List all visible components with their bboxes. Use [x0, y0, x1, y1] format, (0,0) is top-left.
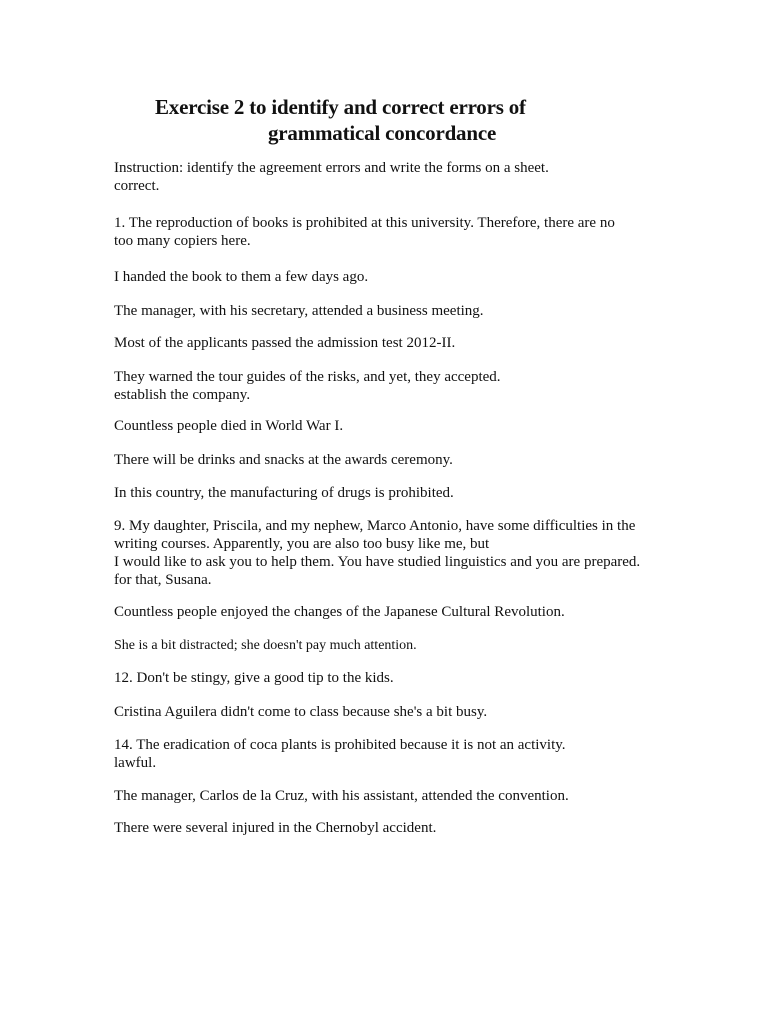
exercise-line: 1. The reproduction of books is prohibited at this university. Therefore, there are no — [114, 215, 615, 231]
instruction-line: correct. — [114, 178, 160, 194]
exercise-item-11 — [114, 637, 694, 655]
exercise-line: I handed the book to them a few days ago. — [114, 269, 369, 285]
exercise-line: Countless people died in World War I. — [114, 418, 344, 434]
exercise-item-14 — [114, 736, 694, 772]
exercise-line: too many copiers here. — [114, 233, 251, 249]
exercise-item-10 — [114, 603, 694, 621]
exercise-line: establish the company. — [114, 387, 251, 403]
exercise-line: lawful. — [114, 755, 157, 771]
page-title-line-2: grammatical concordance — [268, 121, 497, 145]
exercise-item-8 — [114, 484, 694, 502]
exercise-item-3 — [114, 302, 694, 320]
exercise-line: They warned the tour guides of the risks, and yet, they accepted. — [114, 369, 501, 385]
exercise-item-2 — [114, 268, 694, 286]
exercise-item-16 — [114, 819, 694, 837]
exercise-line: for that, Susana. — [114, 572, 212, 588]
exercise-item-13 — [114, 703, 694, 721]
exercise-item-6 — [114, 417, 694, 435]
exercise-line: She is a bit distracted; she doesn't pay much attention. — [114, 638, 417, 653]
exercise-item-7 — [114, 451, 694, 469]
exercise-line: I would like to ask you to help them. You have studied linguistics and you are prepared. — [114, 554, 641, 570]
exercise-line: 9. My daughter, Priscila, and my nephew, Marco Antonio, have some difficulties in the — [114, 518, 636, 534]
exercise-item-1 — [114, 214, 694, 250]
exercise-line: 14. The eradication of coca plants is prohibited because it is not an activity. — [114, 737, 566, 753]
exercise-line: There were several injured in the Chernobyl accident. — [114, 820, 437, 836]
exercise-item-5 — [114, 368, 694, 404]
exercise-line: The manager, Carlos de la Cruz, with his assistant, attended the convention. — [114, 788, 569, 804]
exercise-item-15 — [114, 787, 694, 805]
exercise-line: writing courses. Apparently, you are also too busy like me, but — [114, 536, 490, 552]
exercise-item-9 — [114, 517, 694, 589]
exercise-item-4 — [114, 334, 694, 352]
exercise-line: In this country, the manufacturing of drugs is prohibited. — [114, 485, 454, 501]
exercise-line: The manager, with his secretary, attended a business meeting. — [114, 303, 484, 319]
exercise-line: Cristina Aguilera didn't come to class because she's a bit busy. — [114, 704, 488, 720]
page-title-line-1: Exercise 2 to identify and correct errors of — [155, 95, 526, 119]
exercise-item-12 — [114, 669, 694, 687]
exercise-line: There will be drinks and snacks at the awards ceremony. — [114, 452, 453, 468]
instruction-line: Instruction: identify the agreement errors and write the forms on a sheet. — [114, 160, 549, 176]
instruction-paragraph — [114, 159, 694, 195]
exercise-line: Countless people enjoyed the changes of the Japanese Cultural Revolution. — [114, 604, 565, 620]
exercise-line: 12. Don't be stingy, give a good tip to the kids. — [114, 670, 394, 686]
exercise-line: Most of the applicants passed the admission test 2012-II. — [114, 335, 456, 351]
